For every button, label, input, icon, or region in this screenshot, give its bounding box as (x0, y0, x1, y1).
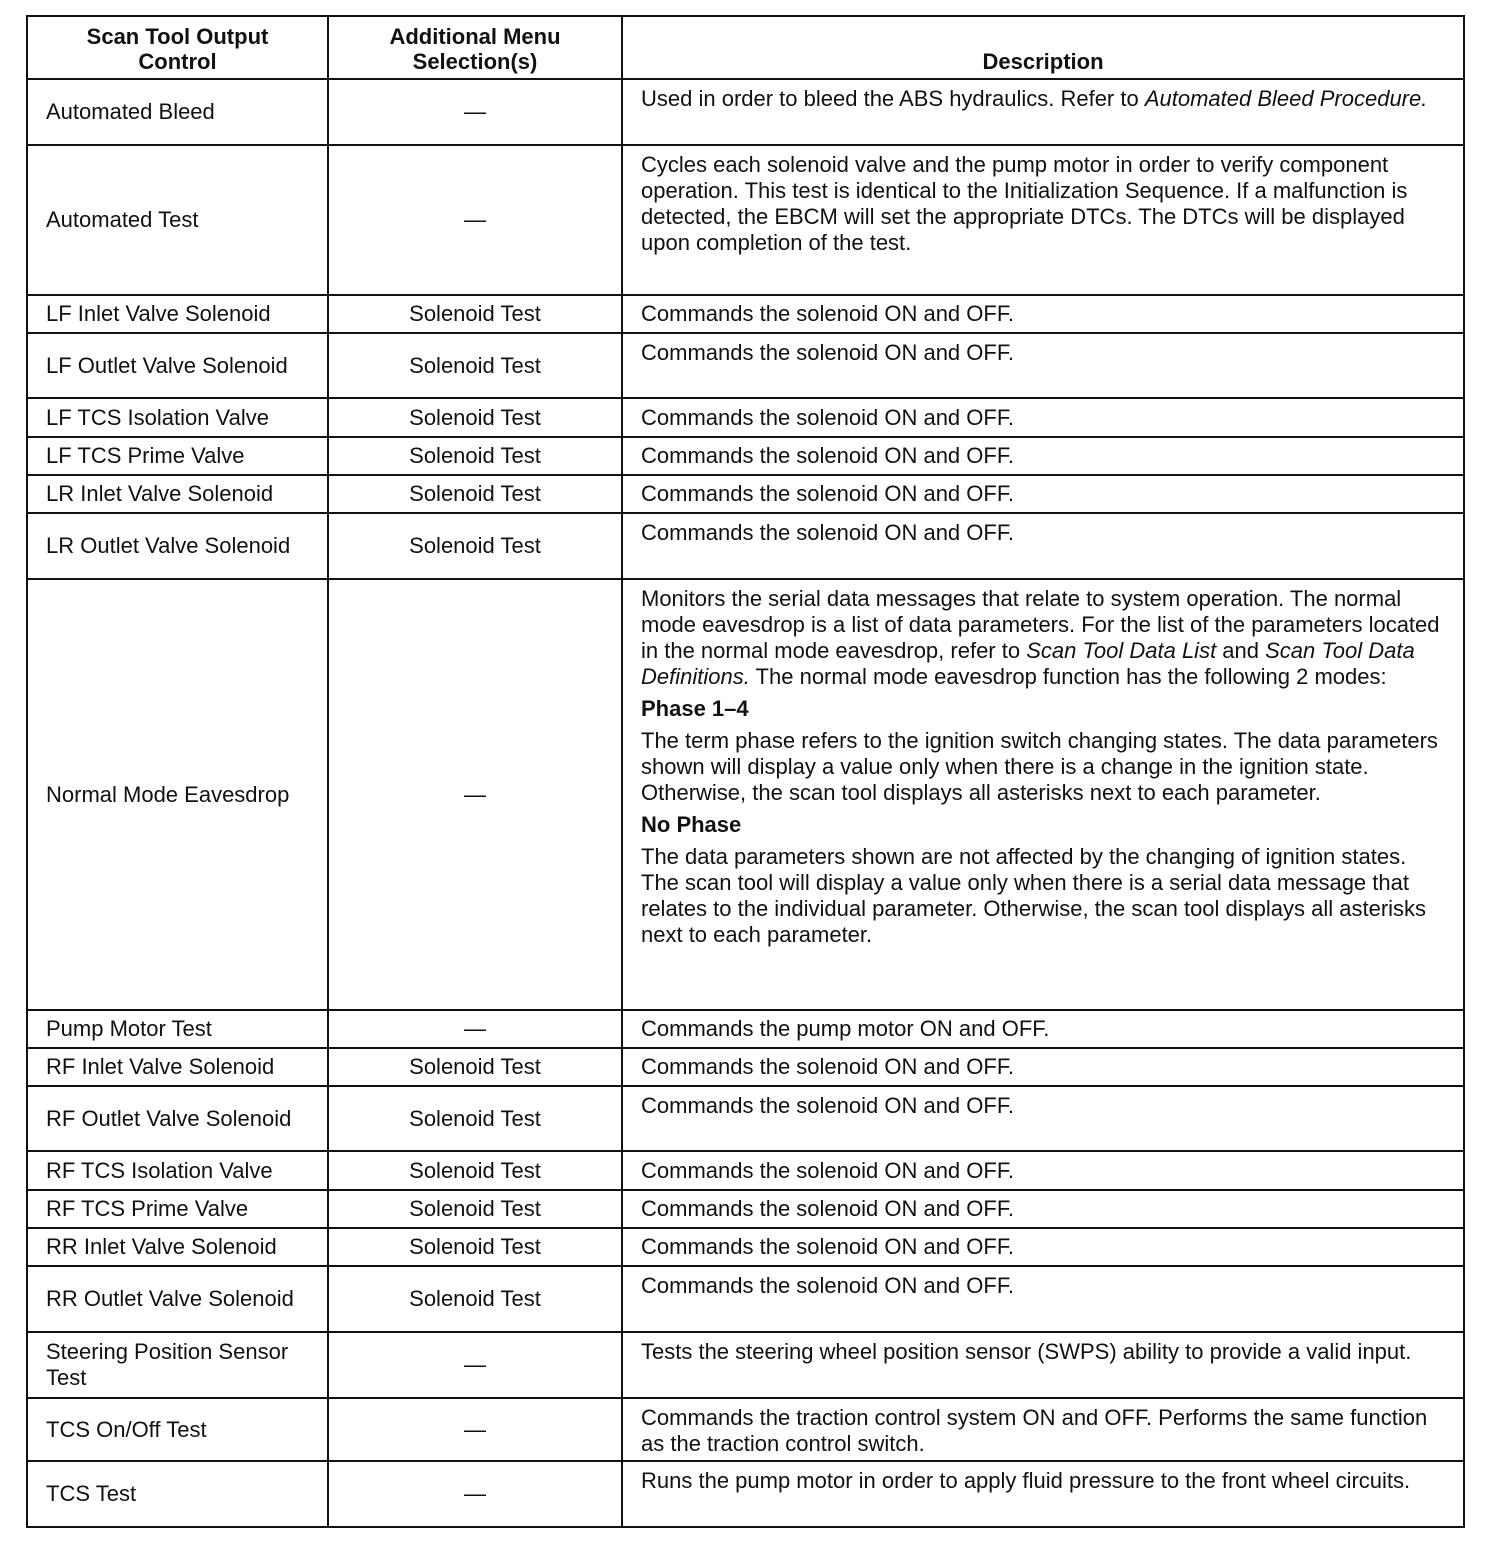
description-cell (622, 513, 1464, 579)
header-description: Description (622, 16, 1464, 79)
description-text: Commands the solenoid ON and OFF. (641, 1157, 1014, 1183)
table-row (27, 1398, 1464, 1461)
table-row (27, 1151, 1464, 1190)
control-cell: LF Outlet Valve Solenoid (27, 333, 328, 398)
table-row (27, 437, 1464, 475)
description-cell (622, 398, 1464, 437)
control-cell: RF Inlet Valve Solenoid (27, 1048, 328, 1086)
header-row (27, 16, 1464, 79)
menu-selection-cell: — (328, 579, 622, 1010)
description-paragraph (641, 844, 1445, 948)
description-cell (622, 1461, 1464, 1527)
control-cell: LF TCS Prime Valve (27, 437, 328, 475)
table-row (27, 398, 1464, 437)
description-text: Commands the solenoid ON and OFF. (641, 443, 1014, 468)
control-cell: RF TCS Isolation Valve (27, 1151, 328, 1190)
description-text: Commands the pump motor ON and OFF. (641, 1016, 1050, 1041)
table-row (27, 79, 1464, 145)
control-cell: LF Inlet Valve Solenoid (27, 295, 328, 333)
description-text: Cycles each solenoid valve and the pump motor in order to verify component operation. This test is identical to the Initialization Sequence. If a malfunction is detected, the EBCM will set the appropriate DTCs. The DTCs will be displayed upon completion of the test. (641, 152, 1408, 255)
description-text: Commands the solenoid ON and OFF. (641, 301, 1014, 326)
table-row (27, 1190, 1464, 1228)
menu-selection-cell: — (328, 1461, 622, 1527)
description-text: Phase 1–4 (641, 696, 749, 721)
description-cell (622, 1151, 1464, 1190)
menu-selection-cell: Solenoid Test (328, 295, 622, 333)
control-cell: LR Outlet Valve Solenoid (27, 513, 328, 579)
table-row (27, 1332, 1464, 1398)
description-paragraph (641, 1196, 1445, 1222)
description-paragraph (641, 1339, 1445, 1365)
menu-selection-cell: — (328, 1332, 622, 1398)
control-cell: Automated Test (27, 145, 328, 295)
description-cell (622, 1398, 1464, 1461)
menu-selection-cell: Solenoid Test (328, 1086, 622, 1151)
menu-selection-cell: Solenoid Test (328, 513, 622, 579)
control-cell: Pump Motor Test (27, 1010, 328, 1048)
description-paragraph (641, 1234, 1445, 1260)
description-paragraph (641, 1158, 1445, 1184)
description-paragraph (641, 301, 1445, 327)
description-cell (622, 579, 1464, 1010)
description-cell (622, 333, 1464, 398)
table-row (27, 513, 1464, 579)
description-text: Commands the solenoid ON and OFF. (641, 481, 1014, 506)
description-cell (622, 1332, 1464, 1398)
menu-selection-cell: Solenoid Test (328, 1266, 622, 1332)
table-body (27, 79, 1464, 1527)
description-text: Commands the solenoid ON and OFF. (641, 1054, 1014, 1079)
description-subheading (641, 812, 1445, 838)
description-cell (622, 1048, 1464, 1086)
description-text: Commands the solenoid ON and OFF. (641, 404, 1014, 430)
description-paragraph (641, 152, 1445, 256)
description-text: The normal mode eavesdrop function has the following 2 modes: (749, 664, 1387, 689)
control-cell: TCS On/Off Test (27, 1398, 328, 1461)
description-cell (622, 79, 1464, 145)
description-text: Commands the solenoid ON and OFF. (641, 1273, 1014, 1298)
description-paragraph (641, 728, 1445, 806)
description-paragraph (641, 1273, 1445, 1299)
description-paragraph (641, 586, 1445, 690)
table-row (27, 333, 1464, 398)
description-paragraph (641, 340, 1445, 366)
table-row (27, 1228, 1464, 1266)
table-row (27, 1048, 1464, 1086)
menu-selection-cell: — (328, 1398, 622, 1461)
menu-selection-cell: Solenoid Test (328, 1228, 622, 1266)
description-paragraph (641, 86, 1445, 112)
description-paragraph (641, 1016, 1445, 1042)
control-cell: LR Inlet Valve Solenoid (27, 475, 328, 513)
menu-selection-cell: — (328, 79, 622, 145)
description-paragraph (641, 1468, 1445, 1494)
description-text: The term phase refers to the ignition switch changing states. The data parameters shown will display a value only when there is a change in the ignition state. Otherwise, the scan tool displays all asterisks next to each parameter. (641, 728, 1438, 805)
description-text: The data parameters shown are not affected by the changing of ignition states. The scan tool will display a value only when there is a serial data message that relates to the individual parameter. Otherwise, the scan tool displays all asterisks next to each parameter. (641, 844, 1427, 947)
description-cell (622, 1086, 1464, 1151)
control-cell: TCS Test (27, 1461, 328, 1527)
menu-selection-cell: Solenoid Test (328, 1048, 622, 1086)
control-cell: Normal Mode Eavesdrop (27, 579, 328, 1010)
table-row (27, 1086, 1464, 1151)
menu-selection-cell: Solenoid Test (328, 437, 622, 475)
header-menu-selections: Additional Menu Selection(s) (328, 16, 622, 79)
reference-link-text: Automated Bleed Procedure. (1144, 86, 1428, 111)
control-cell: RR Inlet Valve Solenoid (27, 1228, 328, 1266)
description-cell (622, 295, 1464, 333)
control-cell: Automated Bleed (27, 79, 328, 145)
table-row (27, 295, 1464, 333)
description-text: and (1216, 638, 1266, 663)
scan-tool-output-controls-table (26, 15, 1465, 1528)
control-cell: RF Outlet Valve Solenoid (27, 1086, 328, 1151)
description-cell (622, 475, 1464, 513)
description-text: Monitors the serial data messages that relate to system operation. The normal mode eavesdrop is a list of data parameters. For the list of the parameters located in the normal mode eavesdrop, refer to (641, 586, 1440, 663)
description-text: Tests the steering wheel position sensor (SWPS) ability to provide a valid input. (641, 1339, 1412, 1364)
control-cell: LF TCS Isolation Valve (27, 398, 328, 437)
menu-selection-cell: Solenoid Test (328, 475, 622, 513)
control-cell: RF TCS Prime Valve (27, 1190, 328, 1228)
menu-selection-cell: — (328, 145, 622, 295)
description-cell (622, 1266, 1464, 1332)
menu-selection-cell: Solenoid Test (328, 1190, 622, 1228)
description-paragraph (641, 1405, 1445, 1457)
description-text: Commands the solenoid ON and OFF. (641, 1093, 1014, 1118)
description-cell (622, 1228, 1464, 1266)
reference-link-text: Scan Tool Data Definitions. (641, 638, 1415, 689)
description-text: Commands the traction control system ON and OFF. Performs the same function as the traction control switch. (641, 1405, 1428, 1456)
header-control: Scan Tool Output Control (27, 16, 328, 79)
table-row (27, 1461, 1464, 1527)
table-row (27, 579, 1464, 1010)
description-paragraph (641, 1093, 1445, 1119)
description-paragraph (641, 520, 1445, 546)
description-paragraph (641, 405, 1445, 431)
description-text: Runs the pump motor in order to apply fluid pressure to the front wheel circuits. (641, 1468, 1411, 1493)
description-paragraph (641, 481, 1445, 507)
description-paragraph (641, 443, 1445, 469)
table-row (27, 1266, 1464, 1332)
table-row (27, 145, 1464, 295)
description-paragraph (641, 1054, 1445, 1080)
table-row (27, 1010, 1464, 1048)
control-cell: Steering Position Sensor Test (27, 1332, 328, 1398)
control-cell: RR Outlet Valve Solenoid (27, 1266, 328, 1332)
description-text: Used in order to bleed the ABS hydraulics. Refer to (641, 86, 1145, 111)
description-text: Commands the solenoid ON and OFF. (641, 520, 1014, 545)
table-row (27, 475, 1464, 513)
menu-selection-cell: Solenoid Test (328, 398, 622, 437)
description-text: Commands the solenoid ON and OFF. (641, 1196, 1014, 1221)
menu-selection-cell: Solenoid Test (328, 333, 622, 398)
reference-link-text: Scan Tool Data List (1026, 638, 1217, 663)
description-cell (622, 1010, 1464, 1048)
description-subheading (641, 696, 1445, 722)
description-text: No Phase (641, 812, 742, 837)
menu-selection-cell: Solenoid Test (328, 1151, 622, 1190)
description-cell (622, 145, 1464, 295)
description-cell (622, 1190, 1464, 1228)
description-text: Commands the solenoid ON and OFF. (641, 340, 1014, 365)
description-cell (622, 437, 1464, 475)
description-text: Commands the solenoid ON and OFF. (641, 1234, 1014, 1259)
menu-selection-cell: — (328, 1010, 622, 1048)
